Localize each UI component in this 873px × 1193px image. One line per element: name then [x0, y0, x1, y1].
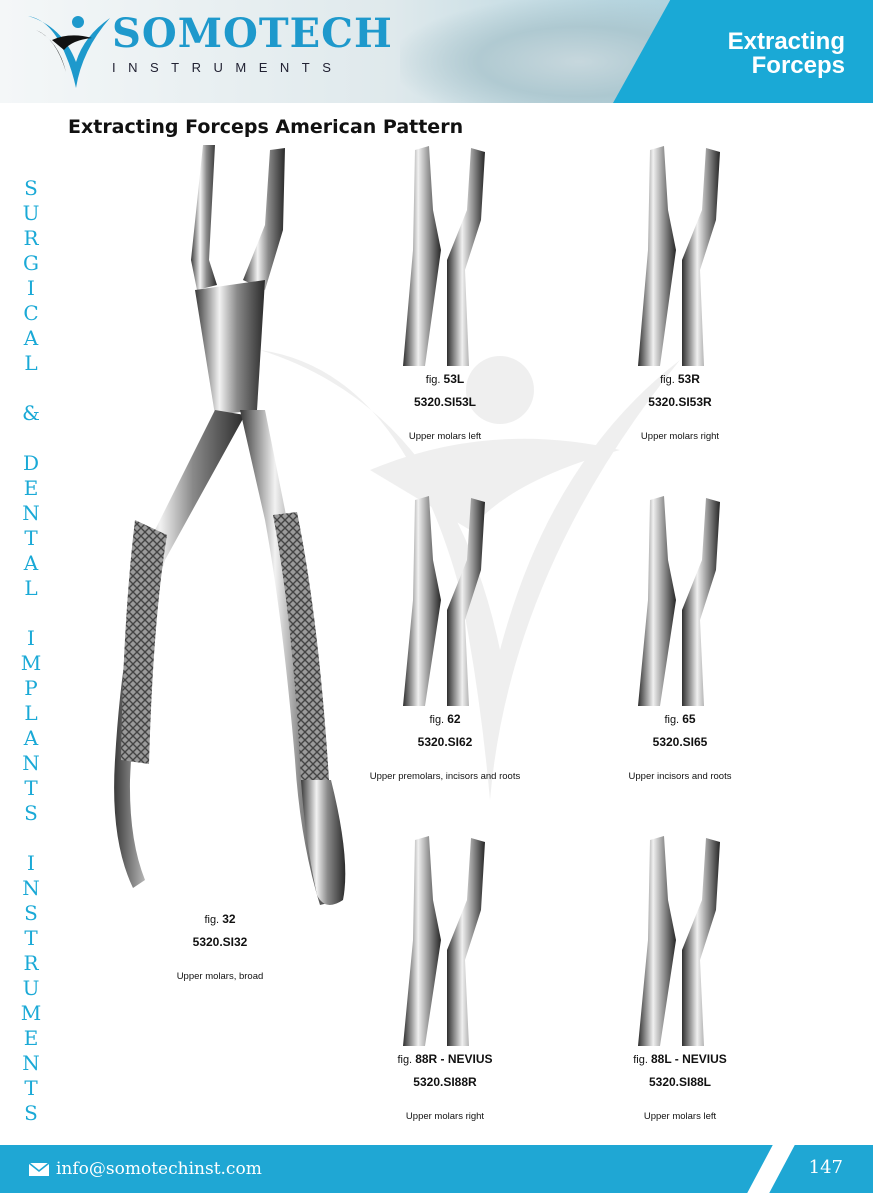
caption-65: [600, 712, 760, 782]
envelope-icon: [28, 1162, 50, 1177]
page-heading: Extracting Forceps American Pattern: [68, 116, 464, 138]
description-53l: Upper molars left: [408, 431, 482, 442]
description-88r: Upper molars right: [405, 1111, 485, 1122]
description-62: Upper premolars, incisors and roots: [369, 771, 521, 782]
forceps-image-53r: [620, 140, 740, 462]
fig-label-53l: fig. 53L: [425, 372, 465, 386]
email-text[interactable]: info@somotechinst.com: [56, 1159, 262, 1179]
fig-label-53r: fig. 53R: [660, 372, 700, 386]
forceps-image-62: [369, 490, 521, 802]
side-vertical-text: S U R G I C A L & D E N T A L I M P L A N T S I N S T R U M E N T S: [20, 176, 42, 1125]
description-53r: Upper molars right: [640, 431, 720, 442]
page-number: 147: [808, 1157, 843, 1178]
fig-label-32: fig. 32: [204, 912, 236, 926]
caption-88r: [365, 1052, 525, 1122]
product-code-53l: 5320.SI53L: [413, 395, 477, 409]
forceps-image-53l: [385, 140, 505, 462]
description-32: Upper molars, broad: [176, 971, 264, 982]
product-code-65: 5320.SI65: [652, 735, 708, 749]
email-contact[interactable]: [28, 1157, 262, 1181]
caption-53l: [365, 372, 525, 442]
section-title-line1: Extracting: [727, 28, 845, 55]
forceps-image-32: [105, 140, 365, 982]
forceps-image-88r: [385, 830, 505, 1142]
fig-label-65: fig. 65: [664, 712, 696, 726]
forceps-32-icon: [105, 140, 365, 910]
page-footer: [0, 1145, 873, 1193]
caption-62: [365, 712, 525, 782]
description-88l: Upper molars left: [643, 1111, 717, 1122]
forceps-62-icon: [385, 490, 505, 706]
section-title-line2: Forceps: [751, 52, 845, 79]
product-code-53r: 5320.SI53R: [648, 395, 712, 409]
description-65: Upper incisors and roots: [628, 771, 732, 782]
caption-88l: [600, 1052, 760, 1122]
page-header: [0, 0, 873, 103]
section-title: [728, 30, 845, 78]
forceps-88r-icon: [385, 830, 505, 1046]
somotech-logo-icon: [22, 10, 114, 92]
forceps-image-88l: [620, 830, 740, 1142]
forceps-53r-icon: [620, 140, 740, 366]
caption-32: [145, 912, 295, 982]
forceps-53l-icon: [385, 140, 505, 366]
brand-name: SOMOTECH: [112, 10, 393, 57]
footer-stripe: [747, 1145, 795, 1193]
forceps-image-65: [620, 490, 740, 802]
product-code-88l: 5320.SI88L: [648, 1075, 712, 1089]
forceps-65-icon: [620, 490, 740, 706]
product-code-32: 5320.SI32: [192, 935, 248, 949]
fig-label-88r: fig. 88R - NEVIUS: [397, 1052, 493, 1066]
forceps-88l-icon: [620, 830, 740, 1046]
product-code-88r: 5320.SI88R: [413, 1075, 477, 1089]
fig-label-88l: fig. 88L - NEVIUS: [633, 1052, 727, 1066]
brand-subtitle: INSTRUMENTS: [112, 60, 344, 75]
fig-label-62: fig. 62: [429, 712, 461, 726]
caption-53r: [600, 372, 760, 442]
product-code-62: 5320.SI62: [417, 735, 473, 749]
